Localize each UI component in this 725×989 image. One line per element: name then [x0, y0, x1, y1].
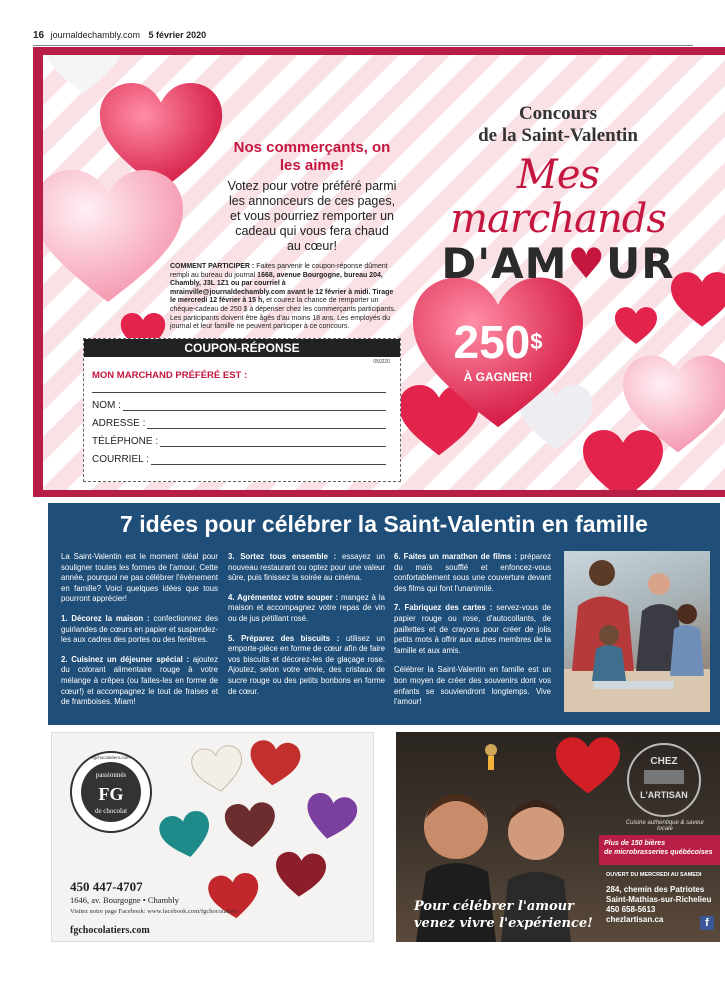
contest-section: [33, 47, 725, 497]
idea-item: 2. Cuisinez un déjeuner spécial : ajoutez du colorant alimentaire rouge à votre mélange à crêpes (ou faites-les en forme de cœur!) et accompagnez le tout de fraises et de framboises. Miam!: [61, 654, 219, 707]
script-title: Mes marchands: [450, 152, 666, 242]
contest-title: [408, 103, 708, 287]
artisan-caption: Pour célébrer l'amour venez vivre l'expérience!: [414, 899, 593, 931]
name-field[interactable]: NOM :: [92, 397, 386, 411]
family-photo: [564, 551, 710, 712]
email-field[interactable]: COURRIEL :: [92, 451, 386, 465]
red-heart-icon: [556, 737, 620, 795]
svg-text:passionnés: passionnés: [95, 771, 127, 779]
heart-icon: [583, 430, 663, 490]
artisan-phone[interactable]: 450 658-5613: [606, 905, 656, 914]
chocolatier-logo: [70, 751, 152, 833]
coupon-form: [83, 338, 401, 482]
coupon-favorite-label: MON MARCHAND PRÉFÉRÉ EST :: [92, 370, 248, 381]
idea-item: 6. Faites un marathon de films : préparez du maïs soufflé et enfoncez-vous confortablement sous une couverture devant des films qui font l'unanimité.: [394, 552, 551, 593]
promo-heading: Nos commerçants, on les aime!: [233, 139, 391, 174]
promo-text: Votez pour votre préféré parmi les annonceurs de ces pages, et vous pourriez remporter un cadeau qui vous fera chaud au cœur!: [227, 179, 397, 253]
idea-item: 1. Décorez la maison : confectionnez des guirlandes de cœurs en papier et suspendez-les aux cadres des portes ou des fenêtres.: [61, 613, 218, 645]
idea-item: 4. Agrémentez votre souper : mangez à la maison et accompagnez votre repas de vin ou de jus pétillant rosé.: [228, 592, 385, 623]
page-header: [33, 30, 693, 46]
favorite-merchant-field[interactable]: [92, 392, 386, 393]
heart-letter-icon: ♥: [567, 239, 607, 288]
idea-item: 3. Sortez tous ensemble : essayez un nouveau restaurant ou optez pour une valeur sûre, puis finissez la soirée au cinéma.: [228, 552, 385, 583]
artisan-ad[interactable]: [396, 732, 720, 942]
article-closing: Célébrer la Saint-Valentin en famille est un bon moyen de créer des souvenirs dont vos enfants se souviendront longtemps. Vive l'amour!: [394, 665, 551, 707]
artisan-city: Saint-Mathias-sur-Richelieu: [606, 895, 712, 904]
chocolatier-ad[interactable]: [51, 732, 374, 942]
issue-date: 5 février 2020: [148, 30, 207, 40]
address-field[interactable]: ADRESSE :: [92, 415, 386, 429]
idea-item: 7. Fabriquez des cartes : servez-vous de papier rouge ou rose, d'autocollants, de paillettes et de crayons pour créer de jolis petits mots à offrir aux autres membres de la famille et aux amis.: [394, 603, 551, 655]
heart-icon: [43, 55, 123, 95]
beer-banner: Plus de 150 bières de microbrasseries québécoises: [599, 835, 720, 865]
article-column-2: [228, 552, 385, 706]
svg-text:de chocolat: de chocolat: [94, 807, 128, 815]
amour-title: D'AM♥UR: [441, 239, 675, 288]
article-column-3: [394, 552, 551, 717]
contest-panel: [43, 55, 725, 490]
promo-blurb: [227, 139, 397, 254]
chocolatier-phone[interactable]: 450 447-4707: [70, 879, 143, 894]
article-column-1: [61, 552, 218, 717]
idea-item: 5. Préparez des biscuits : utilisez un emporte-pièce en forme de cœur afin de faire vos biscuits et décorez-les de glaçage rose. Ajoutez, selon votre envie, des cristaux de sucre rouge ou des petits bonbons en forme de cœur.: [228, 633, 385, 696]
facebook-icon[interactable]: f: [700, 916, 714, 930]
artisan-website[interactable]: chezlartisan.ca: [606, 915, 664, 924]
article-title: 7 idées pour célébrer la Saint-Valentin en famille: [120, 511, 648, 537]
family-photo-illustration: [564, 551, 710, 712]
coupon-code: 050220: [373, 359, 390, 365]
contest-line1: Concours: [518, 103, 598, 124]
ideas-article: [48, 503, 720, 725]
svg-text:L'ARTISAN: L'ARTISAN: [640, 790, 688, 800]
contest-line2: de la Saint-Valentin: [478, 125, 638, 146]
coupon-title: COUPON-RÉPONSE: [84, 339, 400, 357]
chocolatier-facebook[interactable]: Visitez notre page Facebook: www.facebook.com/fgchocolatiers: [70, 908, 238, 915]
heart-icon: [43, 165, 183, 310]
how-to-participate: COMMENT PARTICIPER : Faites parvenir le coupon-réponse dûment rempli au bureau du journal 1668, avenue Bourgogne, bureau 204, Chambly, J3L 1Z1 ou par courriel à mrainville@journaldechambly.com avant le 12 février à midi. Tirage le mercredi 12 février à 15 h, et courez la chance de remporter un chèque-cadeau de 250 $ à dépenser chez les commerçants participants. Les participants doivent être âgés d'au moins 18 ans. Les employés du journal et leur famille ne peuvent participer à ce concours.: [170, 263, 396, 331]
phone-field[interactable]: TÉLÉPHONE :: [92, 433, 386, 447]
chocolatier-website[interactable]: fgchocolatiers.com: [70, 925, 150, 936]
article-intro: La Saint-Valentin est le moment idéal pour souligner toutes les formes de l'amour. Cette année, pourquoi ne pas célébrer l'événement en famille? Voici quelques idées que tous pourront apprécier!: [61, 552, 218, 604]
heart-icon: [615, 307, 657, 345]
svg-text:CHEZ: CHEZ: [650, 756, 678, 767]
opening-hours: OUVERT DU MERCREDI AU SAMEDI: [606, 872, 702, 878]
site-name: journaldechambly.com: [50, 30, 141, 40]
artisan-address: 284, chemin des Patriotes: [606, 885, 705, 894]
artisan-logo: [624, 740, 704, 820]
prize-text: À GAGNER!: [463, 370, 533, 384]
artisan-contact: [606, 885, 711, 925]
prize-amount: 250$: [453, 316, 543, 368]
svg-text:FG: FG: [98, 784, 124, 804]
page-number: 16: [33, 30, 45, 41]
svg-text:fgchocolatiers.com: fgchocolatiers.com: [92, 755, 130, 760]
artisan-slogan: Cuisine authentique & saveur locale: [625, 820, 705, 832]
prize-heart: [413, 274, 583, 434]
chocolatier-address: 1646, av. Bourgogne • Chambly: [70, 895, 179, 905]
